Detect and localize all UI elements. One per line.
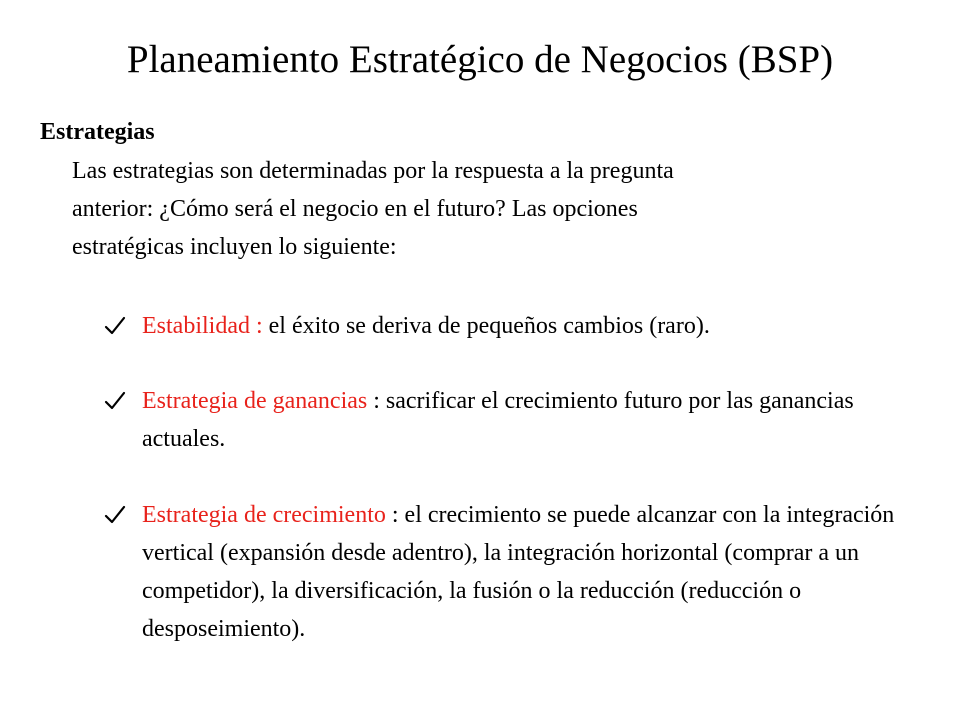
checkmark-icon [104, 391, 126, 411]
bullet-item-crecimiento [104, 496, 924, 648]
bullet-item-ganancias [104, 382, 924, 458]
bullet-text [142, 496, 924, 648]
bullet-term: Estabilidad : [142, 313, 263, 339]
checkmark-icon [104, 505, 126, 525]
bullet-term: Estrategia de crecimiento [142, 502, 386, 528]
bullet-text [142, 382, 924, 458]
bullet-description: : el crecimiento se puede alcanzar con la integración vertical (expansión desde adentro), la integración horizontal (comprar a un competidor), la diversificación, la fusión o la reducción (reducción o desposeimiento). [142, 502, 895, 642]
slide-title: Planeamiento Estratégico de Negocios (BSP) [126, 38, 834, 81]
bullet-description: el éxito se deriva de pequeños cambios (raro). [262, 313, 710, 339]
section-heading: Estrategias [40, 119, 155, 145]
intro-paragraph: Las estrategias son determinadas por la respuesta a la pregunta anterior: ¿Cómo será el negocio en el futuro? Las opciones estratégicas incluyen lo siguiente: [72, 158, 674, 260]
bullet-item-estabilidad [104, 307, 924, 345]
bullet-term: Estrategia de ganancias [142, 388, 368, 414]
checkmark-icon [104, 316, 126, 336]
bullet-text [142, 307, 924, 345]
bullet-description: : sacrificar el crecimiento futuro por las ganancias actuales. [142, 388, 854, 452]
